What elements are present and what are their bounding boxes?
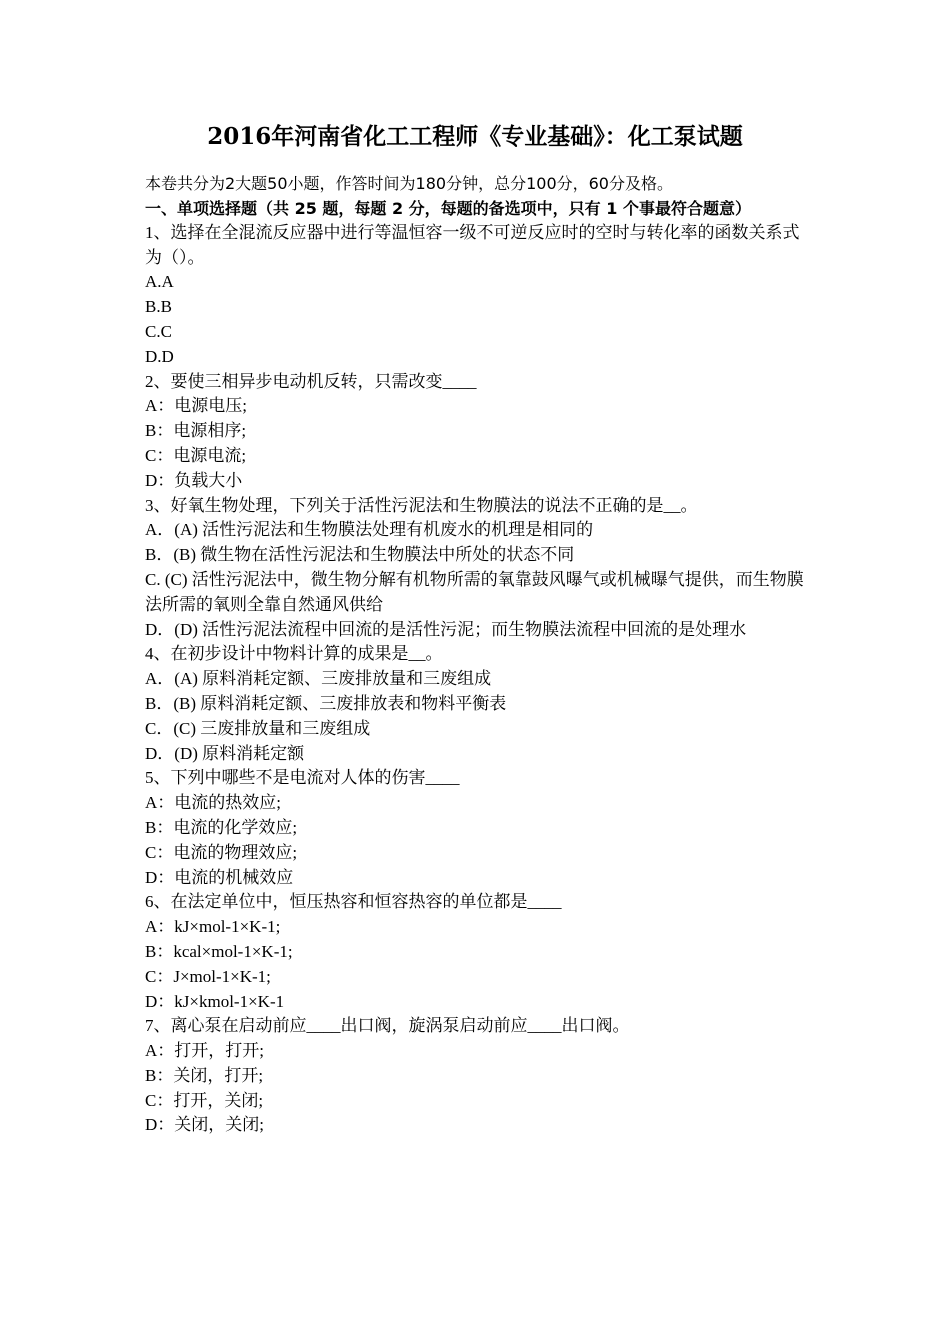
answer-option: D：负载大小 [145, 470, 243, 490]
answer-option: D.D [145, 346, 174, 366]
answer-option: B：电流的化学效应; [145, 817, 298, 837]
answer-option: C.C [145, 321, 172, 341]
question-stem: 7、离心泵在启动前应____出口阀，旋涡泵启动前应____出口阀。 [145, 1016, 630, 1036]
question-stem: 4、在初步设计中物料计算的成果是__。 [145, 644, 443, 664]
question-stem: 5、下列中哪些不是电流对人体的伤害____ [145, 768, 460, 788]
question-item [145, 370, 813, 494]
exam-intro: 本卷共分为2大题50小题，作答时间为180分钟，总分100分，60分及格。 [145, 174, 673, 193]
answer-option: C. (C) 活性污泥法中，微生物分解有机物所需的氧靠鼓风曝气或机械曝气提供，而生物膜法所需的氧则全靠自然通风供给 [145, 569, 804, 614]
question-item [145, 766, 813, 890]
answer-option: A.A [145, 272, 174, 292]
answer-option: A：打开，打开; [145, 1041, 264, 1061]
question-item [145, 494, 813, 643]
answer-option: C．(C) 三废排放量和三废组成 [145, 718, 371, 738]
section-heading: 一、单项选择题（共 25 题，每题 2 分，每题的备选项中，只有 1 个事最符合题意） [145, 198, 751, 218]
question-item [145, 642, 813, 766]
answer-option: A．(A) 活性污泥法和生物膜法处理有机废水的机理是相同的 [145, 520, 594, 540]
answer-option: B．(B) 微生物在活性污泥法和生物膜法中所处的状态不同 [145, 545, 575, 565]
answer-option: B：电源相序; [145, 421, 247, 441]
answer-option: D．(D) 活性污泥法流程中回流的是活性污泥；而生物膜法流程中回流的是处理水 [145, 619, 747, 639]
answer-option: D：电流的机械效应 [145, 867, 294, 887]
question-item [145, 1014, 813, 1138]
answer-option: D：kJ×kmol-1×K-1 [145, 991, 285, 1011]
answer-option: B．(B) 原料消耗定额、三废排放表和物料平衡表 [145, 693, 507, 713]
question-stem: 6、在法定单位中，恒压热容和恒容热容的单位都是____ [145, 892, 562, 912]
answer-option: A：电源电压; [145, 396, 247, 416]
question-stem: 3、好氧生物处理，下列关于活性污泥法和生物膜法的说法不正确的是__。 [145, 495, 698, 515]
answer-option: A．(A) 原料消耗定额、三废排放量和三废组成 [145, 669, 492, 689]
answer-option: C：电流的物理效应; [145, 842, 298, 862]
question-list [145, 221, 813, 1138]
question-item [145, 890, 813, 1014]
answer-option: C：J×mol-1×K-1; [145, 966, 271, 986]
answer-option: D．(D) 原料消耗定额 [145, 743, 305, 763]
question-stem: 2、要使三相异步电动机反转，只需改变____ [145, 371, 477, 391]
question-item [145, 221, 813, 370]
answer-option: C：打开，关闭; [145, 1090, 264, 1110]
document-body [145, 172, 813, 1138]
question-stem: 1、选择在全混流反应器中进行等温恒容一级不可逆反应时的空时与转化率的函数关系式为（）。 [145, 222, 800, 267]
document-title: 2016年河南省化工工程师《专业基础》：化工泵试题 [207, 123, 743, 150]
answer-option: D：关闭，关闭; [145, 1115, 264, 1135]
answer-option: A：kJ×mol-1×K-1; [145, 917, 281, 937]
answer-option: C：电源电流; [145, 445, 247, 465]
answer-option: B：kcal×mol-1×K-1; [145, 941, 293, 961]
answer-option: A：电流的热效应; [145, 793, 281, 813]
answer-option: B：关闭，打开; [145, 1065, 264, 1085]
answer-option: B.B [145, 297, 172, 317]
